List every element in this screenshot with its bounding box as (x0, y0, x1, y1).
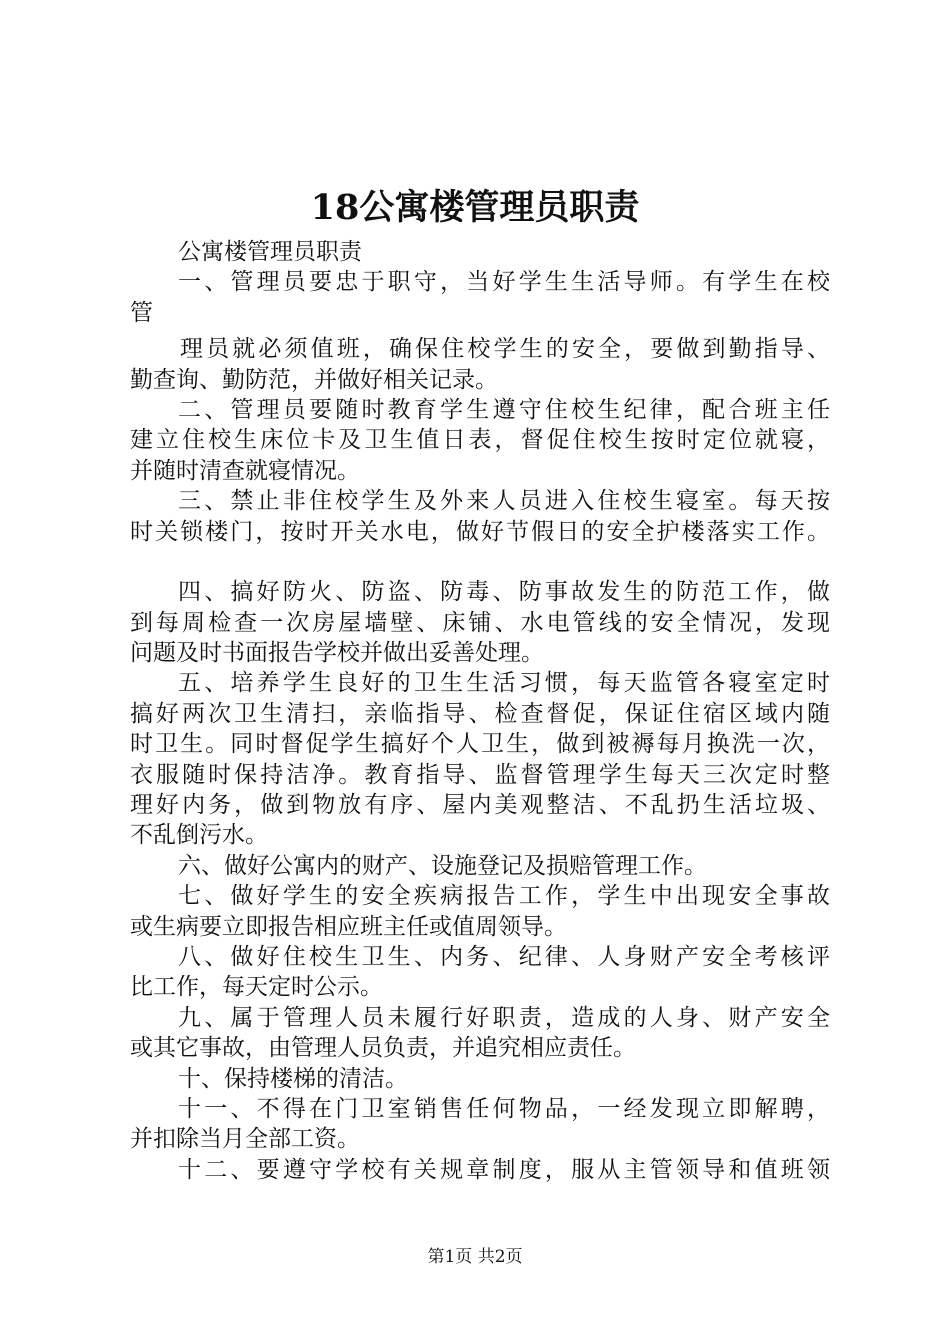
paragraph-gap (130, 547, 830, 577)
body-line: 八、做好住校生卫生、内务、纪律、人身财产安全考核评 (178, 943, 830, 970)
body-line: 或其它事故，由管理人员负责，并追究相应责任。 (130, 1035, 636, 1062)
body-line: 管 (130, 299, 153, 326)
body-line: 搞好两次卫生清扫，亲临指导、检查督促，保证住宿区域内随 (130, 700, 830, 727)
body-line: 时卫生。同时督促学生搞好个人卫生，做到被褥每月换洗一次， (130, 731, 830, 758)
body-line: 三、禁止非住校学生及外来人员进入住校生寝室。每天按 (178, 488, 830, 515)
body-line: 九、属于管理人员未履行好职责，造成的人身、财产安全 (178, 1004, 830, 1031)
body-line: 理员就必须值班，确保住校学生的安全，要做到勤指导、 (180, 336, 830, 363)
body-line: 到每周检查一次房屋墙壁、床铺、水电管线的安全情况，发现 (130, 609, 830, 636)
body-line: 衣服随时保持洁净。教育指导、监督管理学生每天三次定时整 (130, 761, 830, 788)
body-line: 十、保持楼梯的清洁。 (178, 1065, 408, 1092)
body-line: 六、做好公寓内的财产、设施登记及损赔管理工作。 (178, 852, 707, 879)
body-line: 一、管理员要忠于职守，当好学生生活导师。有学生在校 (178, 269, 830, 296)
body-line: 七、做好学生的安全疾病报告工作，学生中出现安全事故 (178, 883, 830, 910)
body-line: 二、管理员要随时教育学生遵守住校生纪律，配合班主任 (178, 396, 830, 423)
body-line: 五、培养学生良好的卫生生活习惯，每天监管各寝室定时 (178, 670, 830, 697)
body-line: 公寓楼管理员职责 (178, 239, 362, 265)
body-line: 比工作，每天定时公示。 (130, 974, 383, 1001)
body-line: 问题及时书面报告学校并做出妥善处理。 (130, 640, 544, 667)
body-line: 建立住校生床位卡及卫生值日表，督促住校生按时定位就寝， (130, 427, 830, 454)
body-line: 时关锁楼门，按时开关水电，做好节假日的安全护楼落实工作。 (130, 518, 830, 545)
body-line: 或生病要立即报告相应班主任或值周领导。 (130, 913, 567, 940)
page-footer: 第1页 共2页 (427, 1247, 523, 1267)
body-line: 十二、要遵守学校有关规章制度，服从主管领导和值班领 (178, 1156, 830, 1183)
body-line: 并扣除当月全部工资。 (130, 1126, 360, 1153)
body-line: 十一、不得在门卫室销售任何物品，一经发现立即解聘， (178, 1095, 830, 1122)
document-title: 18公寓楼管理员职责 (310, 187, 640, 228)
body-line: 理好内务，做到物放有序、屋内美观整洁、不乱扔生活垃圾、 (130, 792, 830, 819)
body-line: 四、搞好防火、防盗、防毒、防事故发生的防范工作，做 (178, 579, 830, 606)
body-line: 并随时清查就寝情况。 (130, 457, 360, 484)
body-line: 勤查询、勤防范，并做好相关记录。 (130, 366, 498, 393)
document-body (130, 237, 830, 1185)
body-line: 不乱倒污水。 (130, 822, 268, 849)
